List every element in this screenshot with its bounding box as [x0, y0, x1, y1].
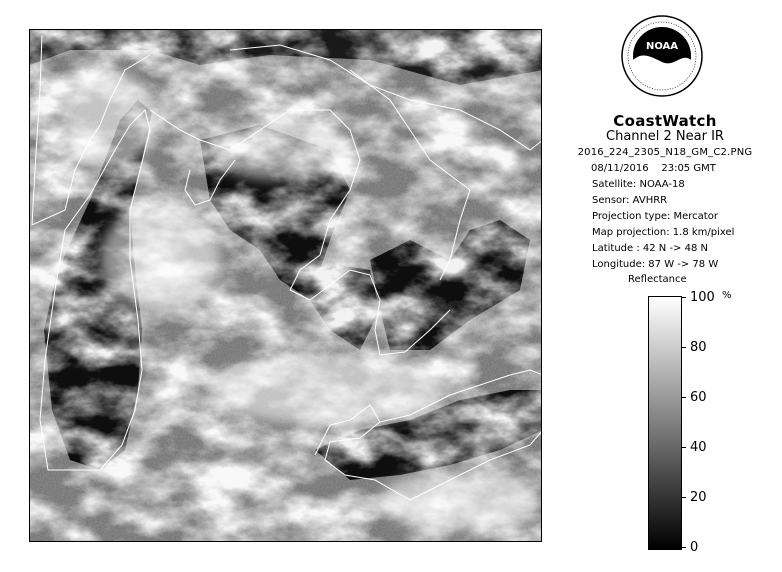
colorbar-tick-label: 40	[690, 440, 707, 455]
colorbar-tick-label: 60	[690, 390, 707, 405]
longitude-label: Longitude: 87 W -> 78 W	[592, 259, 719, 270]
colorbar-tick-mark	[682, 547, 686, 548]
colorbar-tick-mark	[682, 297, 686, 298]
satellite-label: Satellite: NOAA-18	[592, 179, 685, 190]
latitude-label: Latitude : 42 N -> 48 N	[592, 243, 708, 254]
noaa-logo	[620, 14, 704, 98]
colorbar-tick-label: 20	[690, 490, 707, 505]
colorbar-tick-label: 0	[690, 540, 699, 555]
colorbar-tick-mark	[682, 447, 686, 448]
colorbar-title: Reflectance	[628, 274, 687, 285]
colorbar-tick-mark	[682, 497, 686, 498]
colorbar-tick-mark	[682, 397, 686, 398]
satellite-image	[29, 29, 542, 542]
filename-label: 2016_224_2305_N18_GM_C2.PNG	[577, 147, 753, 158]
colorbar-unit: %	[722, 290, 732, 301]
colorbar-tick-label: 100	[690, 290, 715, 305]
channel-subtitle: Channel 2 Near IR	[606, 129, 724, 144]
colorbar	[648, 296, 682, 550]
projection-type-label: Projection type: Mercator	[592, 211, 718, 222]
map-projection-label: Map projection: 1.8 km/pixel	[592, 227, 735, 238]
sensor-label: Sensor: AVHRR	[592, 195, 668, 206]
noaa-logo-text: NOAA	[645, 41, 679, 52]
satellite-render	[30, 30, 542, 542]
colorbar-tick-mark	[682, 347, 686, 348]
app-title: CoastWatch	[613, 112, 717, 130]
datetime-label: 08/11/2016 23:05 GMT	[591, 163, 716, 174]
colorbar-tick-label: 80	[690, 340, 707, 355]
